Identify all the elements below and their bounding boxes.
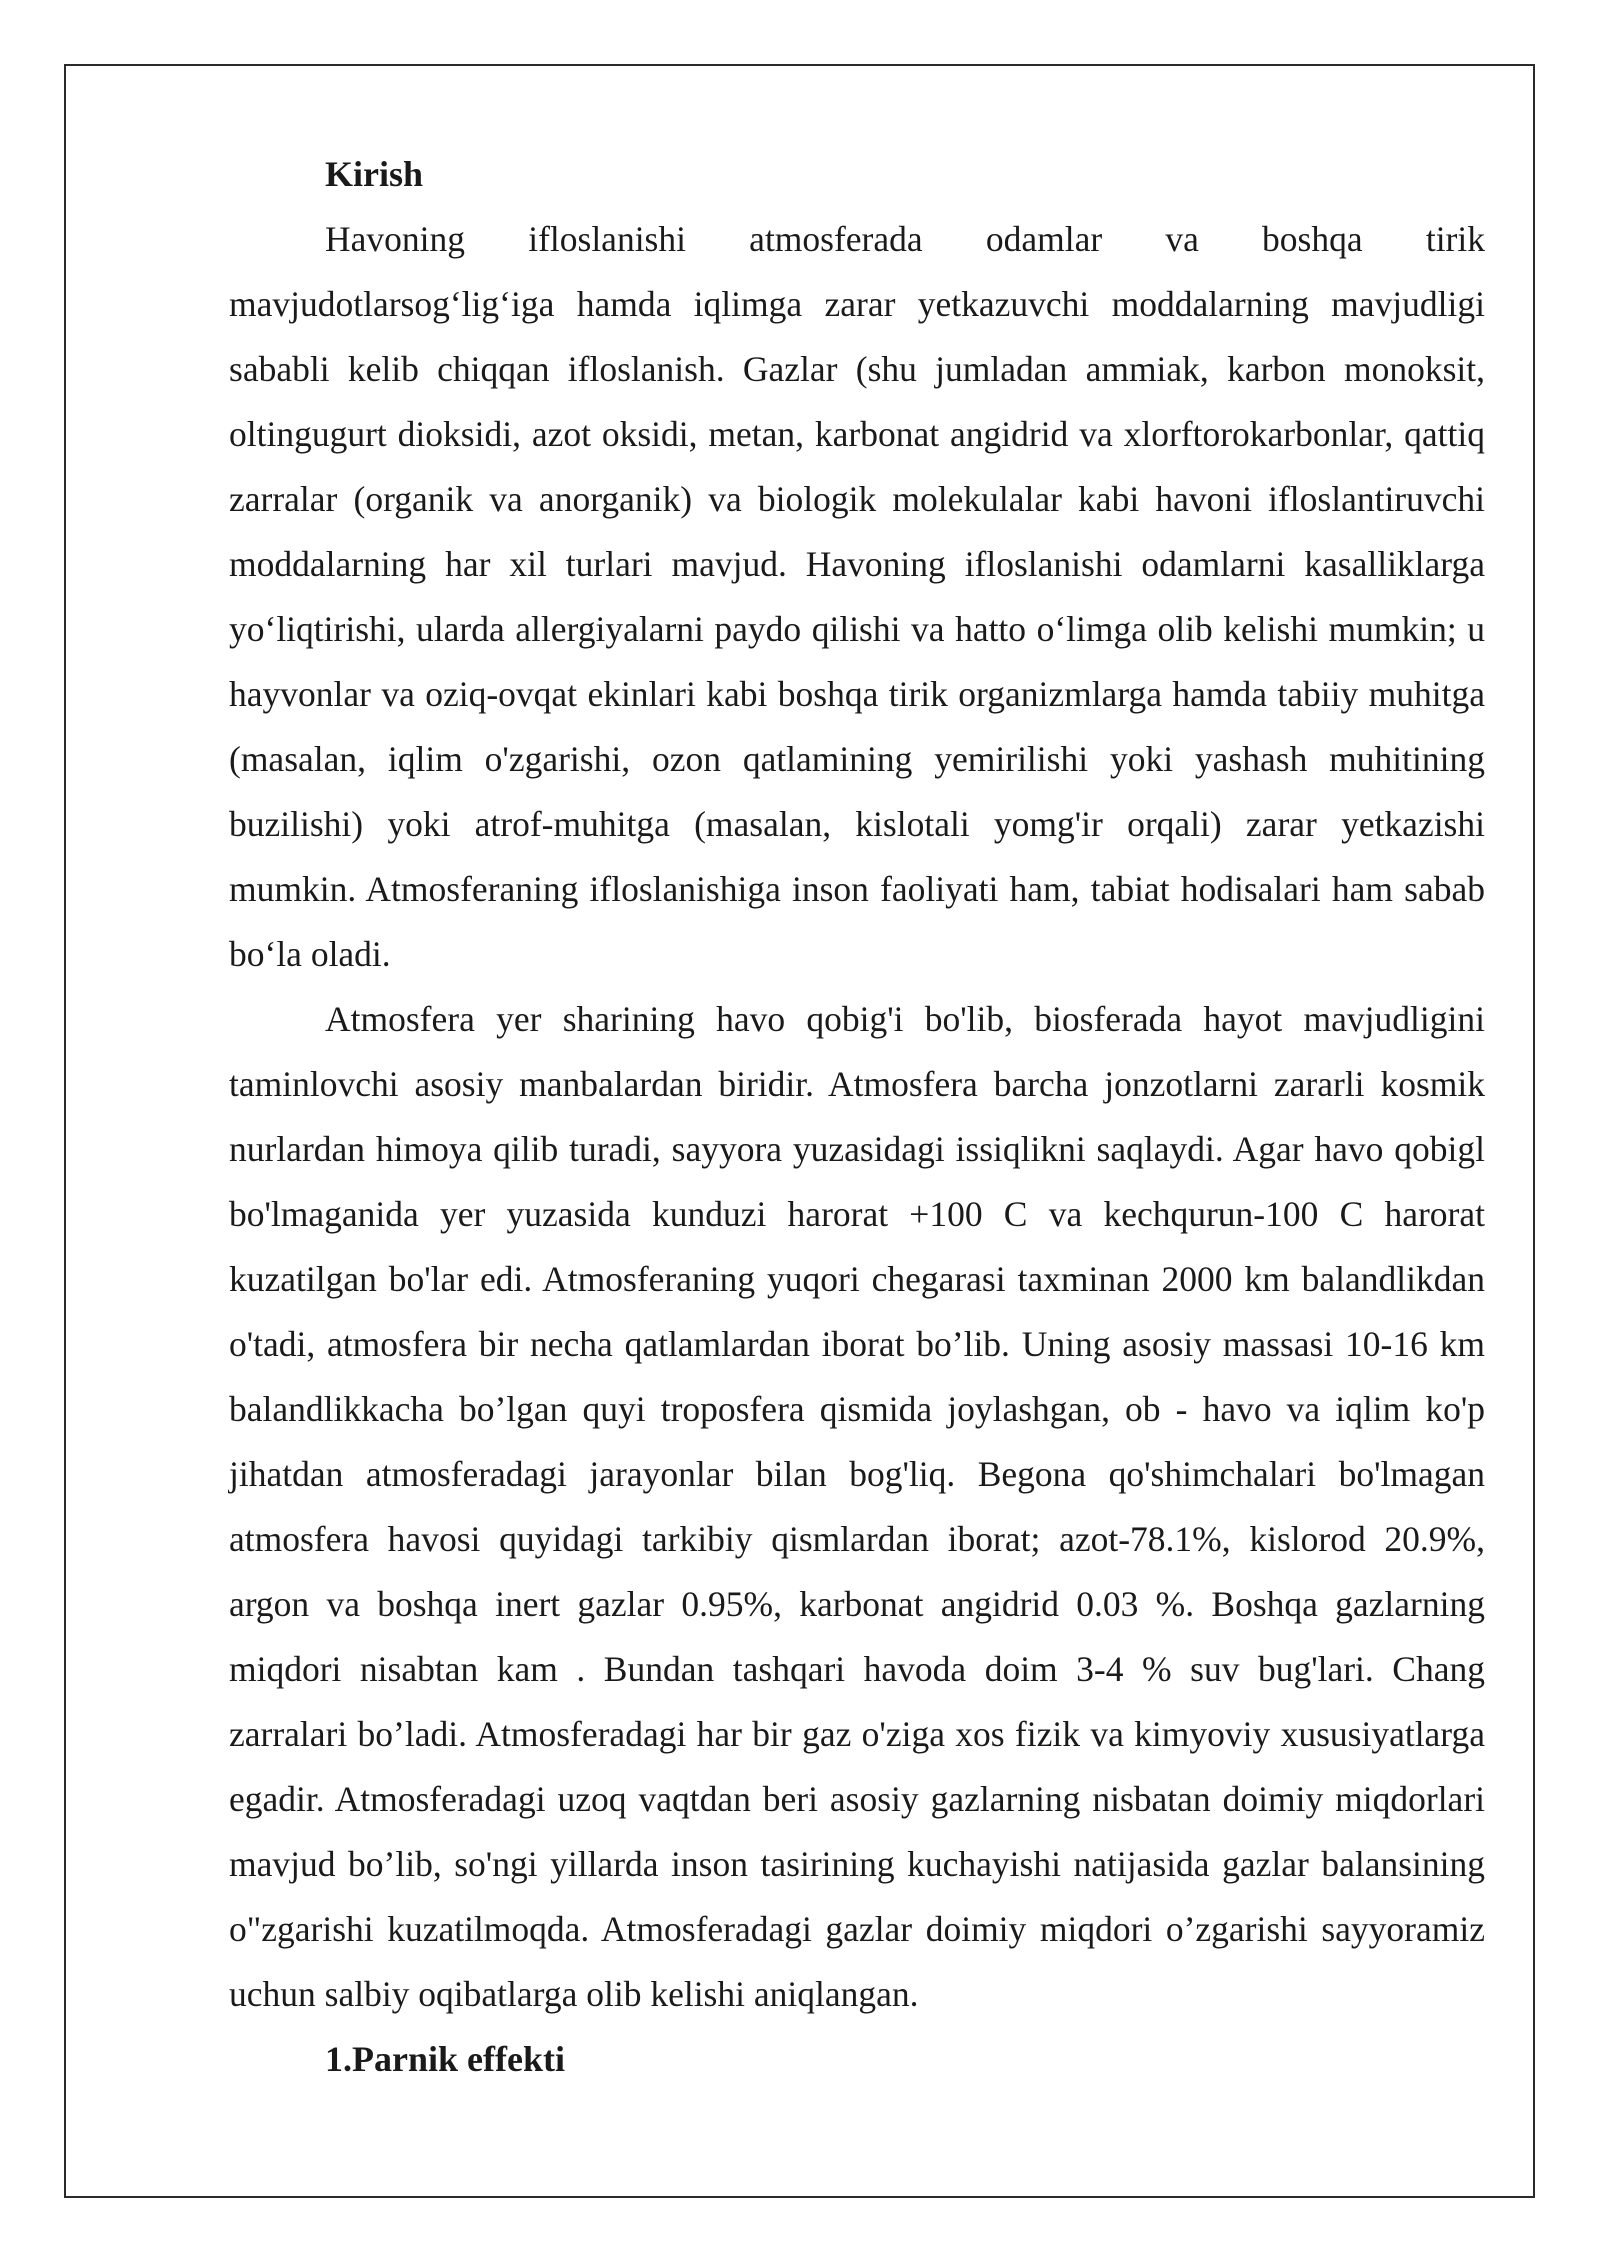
paragraph-2: Atmosfera yer sharining havo qobig'i bo'lib, biosferada hayot mavjudligini taminlovchi asosiy manbalardan biridir. Atmosfera barcha jonzotlarni zararli kosmik nurlardan himoya qilib turadi, sayyora yuzasidagi issiqlikni saqlaydi. Agar havo qobigl bo'lmaganida yer yuzasida kunduzi harorat +100 C va kechqurun-100 C harorat kuzatilgan bo'lar edi. Atmosferaning yuqori chegarasi taxminan 2000 km balandlikdan o'tadi, atmosfera bir necha qatlamlardan iborat bo’lib. Uning asosiy massasi 10-16 km balandlikkacha bo’lgan quyi troposfera qismida joylashgan, ob - havo va iqlim ko'p jihatdan atmosferadagi jarayonlar bilan bog'liq. Begona qo'shimchalari bo'lmagan atmosfera havosi quyidagi tarkibiy qismlardan iborat; azot-78.1%, kislorod 20.9%, argon va boshqa inert gazlar 0.95%, karbonat angidrid 0.03 %. Boshqa gazlarning miqdori nisabtan kam . Bundan tashqari havoda doim 3-4 % suv bug'lari. Chang zarralari bo’ladi. Atmosferadagi har bir gaz o'ziga xos fizik va kimyoviy xususiyatlarga egadir. Atmosferadagi uzoq vaqtdan beri asosiy gazlarning nisbatan doimiy miqdorlari mavjud bo’lib, so'ngi yillarda inson tasirining kuchayishi natijasida gazlar balansining o"zgarishi kuzatilmoqda. Atmosferadagi gazlar doimiy miqdori o’zgarishi sayyoramiz uchun salbiy oqibatlarga olib kelishi aniqlangan. <box>229 999 1485 2014</box>
document-body <box>229 142 1485 2092</box>
heading-intro: Kirish <box>325 154 424 194</box>
heading-section-1: 1.Parnik effekti <box>325 2039 565 2079</box>
paragraph-1: Havoning ifloslanishi atmosferada odamlar va boshqa tirik mavjudotlarsog‘lig‘iga hamda iqlimga zarar yetkazuvchi moddalarning mavjudligi sababli kelib chiqqan ifloslanish. Gazlar (shu jumladan ammiak, karbon monoksit, oltingugurt dioksidi, azot oksidi, metan, karbonat angidrid va xlorftorokarbonlar, qattiq zarralar (organik va anorganik) va biologik molekulalar kabi havoni ifloslantiruvchi moddalarning har xil turlari mavjud. Havoning ifloslanishi odamlarni kasalliklarga yo‘liqtirishi, ularda allergiyalarni paydo qilishi va hatto o‘limga olib kelishi mumkin; u hayvonlar va oziq-ovqat ekinlari kabi boshqa tirik organizmlarga hamda tabiiy muhitga (masalan, iqlim o'zgarishi, ozon qatlamining yemirilishi yoki yashash muhitining buzilishi) yoki atrof-muhitga (masalan, kislotali yomg'ir orqali) zarar yetkazishi mumkin. Atmosferaning ifloslanishiga inson faoliyati ham, tabiat hodisalari ham sabab bo‘la oladi. <box>229 219 1485 974</box>
